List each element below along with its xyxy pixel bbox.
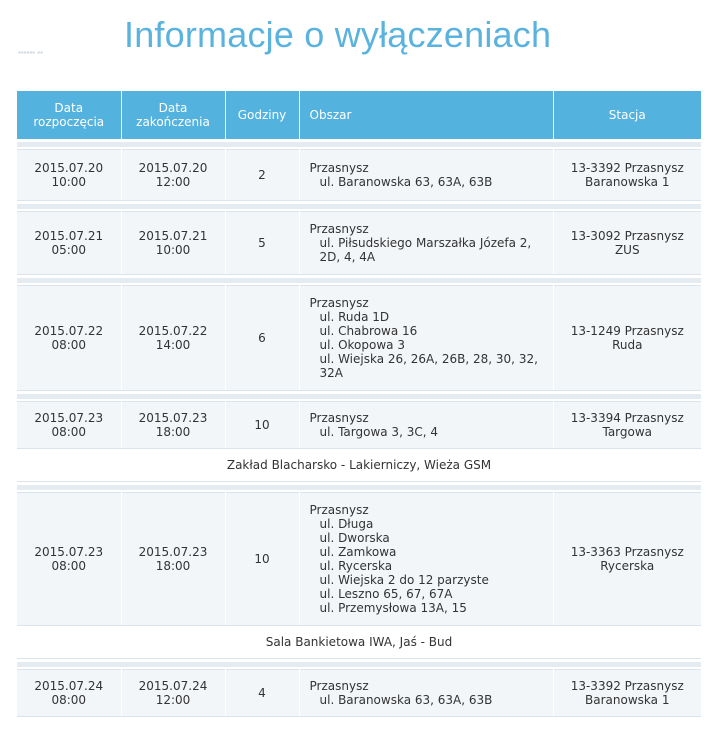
start-time: 08:00	[51, 693, 87, 707]
header-start-date[interactable]: Data rozpoczęcia	[17, 91, 121, 139]
cell-hours	[225, 286, 299, 391]
station-code: 13-3092 Przasnysz	[570, 229, 684, 243]
separator-cell	[17, 659, 701, 670]
cell-hours	[225, 212, 299, 275]
station-name: Baranowska 1	[585, 175, 670, 189]
station-code: 13-3392 Przasnysz	[570, 679, 684, 693]
station-name: Ruda	[612, 338, 643, 352]
separator-cell	[17, 482, 701, 493]
table-row	[17, 150, 701, 201]
area-city: Przasnysz	[309, 411, 369, 425]
cell-start	[17, 150, 121, 201]
end-date: 2015.07.23	[138, 411, 208, 425]
cell-area	[299, 286, 553, 391]
start-time: 10:00	[51, 175, 87, 189]
table-row	[17, 286, 701, 391]
table-row	[17, 670, 701, 717]
start-date: 2015.07.23	[34, 545, 104, 559]
area-city: Przasnysz	[309, 222, 369, 236]
cell-station	[553, 212, 701, 275]
end-date: 2015.07.22	[138, 324, 208, 338]
cell-hours	[225, 150, 299, 201]
cell-area	[299, 493, 553, 626]
cell-hours	[225, 670, 299, 717]
header-hours[interactable]: Godziny	[225, 91, 299, 139]
end-time: 14:00	[155, 338, 191, 352]
table-row	[17, 493, 701, 626]
cell-hours	[225, 402, 299, 449]
table-header-row	[17, 91, 701, 139]
row-separator	[17, 275, 701, 286]
end-date: 2015.07.21	[138, 229, 208, 243]
start-date: 2015.07.20	[34, 161, 104, 175]
start-time: 08:00	[51, 559, 87, 573]
cell-station	[553, 150, 701, 201]
end-time: 12:00	[155, 175, 191, 189]
separator-cell	[17, 275, 701, 286]
area-address: ul. Leszno 65, 67, 67A	[319, 587, 453, 601]
area-address: ul. Długa	[319, 517, 374, 531]
area-address: ul. Wiejska 26, 26A, 26B, 28, 30, 32, 32A	[319, 352, 538, 380]
row-separator	[17, 391, 701, 402]
area-city: Przasnysz	[309, 503, 369, 517]
note-text: Zakład Blacharsko - Lakierniczy, Wieża GSM	[17, 449, 701, 482]
end-time: 18:00	[155, 425, 191, 439]
row-separator	[17, 482, 701, 493]
station-code: 13-3363 Przasnysz	[570, 545, 684, 559]
outage-table	[17, 91, 701, 717]
cell-area	[299, 150, 553, 201]
hours-value: 10	[254, 418, 270, 432]
area-address: ul. Baranowska 63, 63A, 63B	[319, 175, 493, 189]
area-address: ul. Dworska	[319, 531, 390, 545]
page-title: Informacje o wyłączeniach	[124, 14, 552, 55]
cell-start	[17, 286, 121, 391]
area-address: ul. Piłsudskiego Marszałka Józefa 2, 2D, 4, 4A	[319, 236, 532, 264]
end-time: 12:00	[155, 693, 191, 707]
table-row-note	[17, 626, 701, 659]
area-city: Przasnysz	[309, 296, 369, 310]
cell-station	[553, 493, 701, 626]
header-end-date[interactable]: Data zakończenia	[121, 91, 225, 139]
cell-end	[121, 150, 225, 201]
area-city: Przasnysz	[309, 161, 369, 175]
cell-end	[121, 286, 225, 391]
start-time: 05:00	[51, 243, 87, 257]
separator-cell	[17, 201, 701, 212]
note-text: Sala Bankietowa IWA, Jaś - Bud	[17, 626, 701, 659]
cell-area	[299, 670, 553, 717]
area-address: ul. Ruda 1D	[319, 310, 390, 324]
table-row	[17, 402, 701, 449]
station-code: 13-1249 Przasnysz	[570, 324, 684, 338]
row-separator	[17, 659, 701, 670]
hours-value: 10	[254, 552, 270, 566]
station-code: 13-3392 Przasnysz	[570, 161, 684, 175]
cell-station	[553, 670, 701, 717]
cell-end	[121, 670, 225, 717]
header-area[interactable]: Obszar	[299, 91, 553, 139]
cell-end	[121, 493, 225, 626]
area-address: ul. Chabrowa 16	[319, 324, 418, 338]
cell-end	[121, 212, 225, 275]
area-address: ul. Okopowa 3	[319, 338, 405, 352]
hours-value: 5	[258, 236, 266, 250]
cell-start	[17, 212, 121, 275]
area-address: ul. Baranowska 63, 63A, 63B	[319, 693, 493, 707]
row-separator	[17, 139, 701, 150]
end-time: 10:00	[155, 243, 191, 257]
cell-start	[17, 670, 121, 717]
header-station[interactable]: Stacja	[553, 91, 701, 139]
cell-start	[17, 493, 121, 626]
separator-cell	[17, 391, 701, 402]
row-separator	[17, 201, 701, 212]
area-address: ul. Zamkowa	[319, 545, 397, 559]
station-name: Rycerska	[600, 559, 655, 573]
table-row-note	[17, 449, 701, 482]
cell-area	[299, 402, 553, 449]
station-name: ZUS	[614, 243, 640, 257]
area-address: ul. Przemysłowa 13A, 15	[319, 601, 467, 615]
end-date: 2015.07.23	[138, 545, 208, 559]
cell-area	[299, 212, 553, 275]
start-time: 08:00	[51, 338, 87, 352]
hours-value: 4	[258, 686, 266, 700]
table-row	[17, 212, 701, 275]
start-time: 08:00	[51, 425, 87, 439]
area-address: ul. Targowa 3, 3C, 4	[319, 425, 438, 439]
site-watermark: ▪▪▪▪▪▪ ▪▪	[18, 48, 43, 57]
cell-start	[17, 402, 121, 449]
end-date: 2015.07.20	[138, 161, 208, 175]
area-address: ul. Rycerska	[319, 559, 393, 573]
area-city: Przasnysz	[309, 679, 369, 693]
hours-value: 6	[258, 331, 266, 345]
start-date: 2015.07.24	[34, 679, 104, 693]
hours-value: 2	[258, 168, 266, 182]
separator-cell	[17, 139, 701, 150]
end-date: 2015.07.24	[138, 679, 208, 693]
cell-station	[553, 402, 701, 449]
station-name: Baranowska 1	[585, 693, 670, 707]
table-body	[17, 139, 701, 717]
station-code: 13-3394 Przasnysz	[570, 411, 684, 425]
end-time: 18:00	[155, 559, 191, 573]
cell-station	[553, 286, 701, 391]
cell-end	[121, 402, 225, 449]
area-address: ul. Wiejska 2 do 12 parzyste	[319, 573, 489, 587]
station-name: Targowa	[602, 425, 653, 439]
cell-hours	[225, 493, 299, 626]
start-date: 2015.07.22	[34, 324, 104, 338]
start-date: 2015.07.23	[34, 411, 104, 425]
start-date: 2015.07.21	[34, 229, 104, 243]
